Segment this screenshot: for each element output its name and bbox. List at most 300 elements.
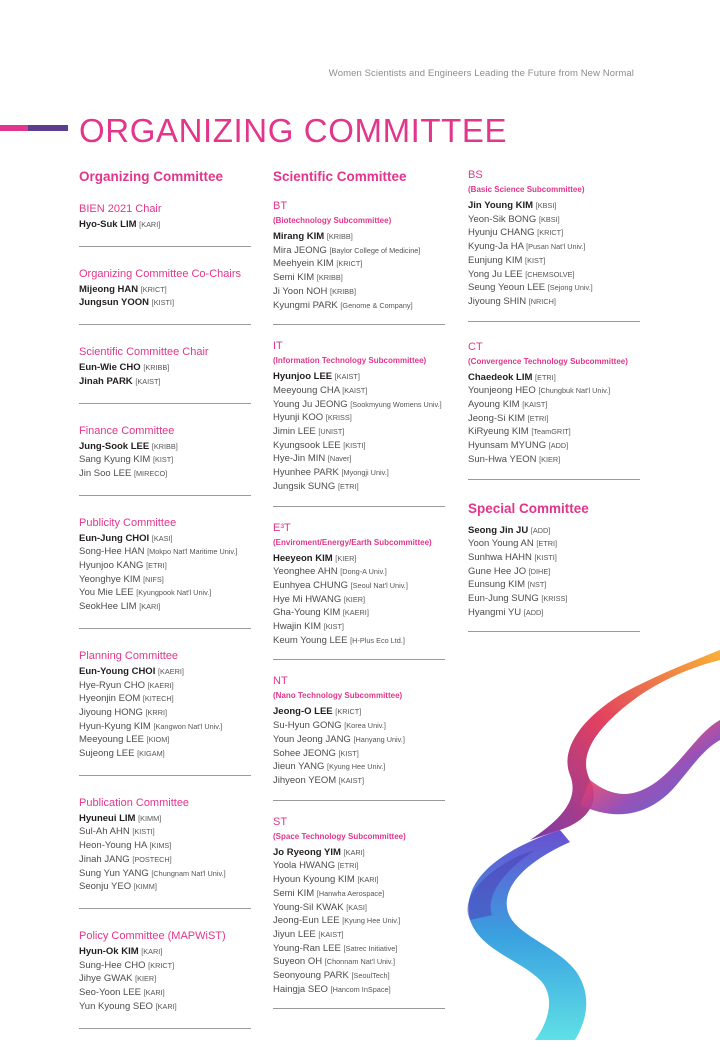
member-affiliation: [KIST] [338,748,359,758]
member-affiliation: [ADD] [530,525,551,535]
member-affiliation: [Seoul Nat'l Univ.] [350,580,408,590]
member-row [273,244,445,258]
member-name: Hyuneui LIM [79,812,136,824]
member-name: Yeonghye KIM [79,573,141,585]
member-name: Song-Hee HAN [79,546,145,558]
section-title: Publicity Committee [79,516,177,529]
member-name: Jeong-Eun LEE [273,915,340,927]
member-name: Semi KIM [273,887,315,899]
committee-section [273,521,445,661]
member-name: Hyoun Kyoung KIM [273,874,355,886]
member-name: Hyangmi YU [468,606,522,618]
member-row [273,719,445,733]
member-affiliation: [Kyung Hee Univ.] [327,762,386,772]
member-name: Young-Ran LEE [273,942,341,954]
member-row [273,634,445,648]
member-affiliation: [KRICT] [140,284,167,294]
member-name: Seung Yeoun LEE [468,282,546,294]
section-title: BS [468,169,483,181]
member-name: Jieun YANG [273,761,325,773]
member-affiliation: [KIST] [323,622,344,632]
member-affiliation: [KRIBB] [326,232,353,241]
member-affiliation: [TeamGRIT] [531,427,571,437]
member-name: Sunhwa HAHN [468,551,532,563]
member-name: Hyunji KOO [273,412,324,424]
header-tagline: Women Scientists and Engineers Leading the Future from New Normal [328,68,634,79]
member-row [79,1000,251,1014]
member-row [79,706,251,720]
member-row [468,398,640,412]
member-affiliation: [Hanyang Univ.] [353,734,405,744]
member-row [79,586,251,600]
member-row [79,679,251,693]
member-row [273,606,445,620]
committee-section [468,168,640,322]
section-subtitle: (Information Technology Subcommittee) [273,356,427,366]
member-name: Hyun-Kyung KIM [79,720,151,732]
member-row [273,760,445,774]
member-affiliation: [KRISS] [541,594,568,604]
member-row-chair [468,199,640,213]
member-name: Hye-Ryun CHO [79,679,145,691]
member-affiliation: [Sejong Univ.] [547,283,593,293]
member-row [273,942,445,956]
member-row [273,955,445,969]
member-affiliation: [CHEMSOLVE] [525,269,575,279]
section-title: Policy Committee (MAPWiST) [79,929,226,942]
committee-section [273,199,445,325]
member-affiliation: [ETRI] [337,481,359,491]
member-row-chair [79,665,251,679]
member-row-chair [79,296,251,310]
member-affiliation: [KRISS] [325,413,352,423]
member-affiliation: [KIMS] [149,841,172,851]
special-committee-section [468,500,640,633]
member-affiliation: [KIST] [152,455,174,465]
member-name: Eun-Young CHOI [79,665,156,677]
member-affiliation: [KRICT] [335,707,362,717]
member-row-chair [468,371,640,385]
member-row [273,887,445,901]
member-affiliation: [Sookmyung Womens Univ.] [350,399,442,409]
member-row [468,565,640,579]
member-name: Hyunhee PARK [273,467,339,479]
committee-section [79,796,251,909]
member-row-chair [79,375,251,389]
member-name: Yun Kyoung SEO [79,1000,153,1012]
member-name: Ayoung KIM [468,399,520,411]
member-affiliation: [KBSI] [538,214,560,224]
member-row [468,213,640,227]
member-affiliation: [KRRI] [145,707,168,717]
member-row-chair [79,440,251,454]
member-affiliation: [KIOM] [146,735,170,745]
member-name: Sujeong LEE [79,748,135,760]
member-affiliation: [KAIST] [135,376,161,386]
member-affiliation: [ETRI] [535,372,556,382]
member-row [273,901,445,915]
organizing-committee-column [79,168,251,1049]
member-row [273,398,445,412]
member-affiliation: [Hancom InSpace] [330,984,391,994]
committee-section [273,339,445,506]
member-affiliation: [NIFS] [143,574,164,584]
member-row [79,720,251,734]
member-row [273,983,445,997]
member-name: Hye Mi HWANG [273,593,342,605]
member-row [468,295,640,309]
member-name: Younjeong HEO [468,385,536,397]
member-name: Mijeong HAN [79,283,139,295]
member-row [273,452,445,466]
member-name: KiRyeung KIM [468,426,529,438]
member-name: Eun-Jung CHOI [79,532,150,544]
section-subtitle: (Space Technology Subcommittee) [273,831,406,841]
member-row-chair [468,524,640,538]
member-name: Jungsik SUNG [273,480,336,492]
committee-section [79,516,251,629]
section-title: IT [273,340,283,353]
member-affiliation: [KIGAM] [137,749,165,759]
member-affiliation: [KARI] [357,875,379,885]
member-row-chair [273,552,445,566]
member-row [273,257,445,271]
member-name: Hwajin KIM [273,621,322,633]
member-name: Chaedeok LIM [468,371,533,383]
member-row [273,299,445,313]
member-row [273,480,445,494]
member-affiliation: [KARI] [143,988,165,998]
member-row [468,240,640,254]
member-name: Jiyoung HONG [79,706,143,718]
column-heading: Scientific Committee [273,169,407,184]
member-name: Hyeonjin EOM [79,693,141,705]
member-name: Sohee JEONG [273,747,336,759]
section-subtitle: (Biotechnology Subcommittee) [273,216,392,225]
member-affiliation: [KIER] [539,454,561,464]
member-row [468,425,640,439]
member-affiliation: [KRICT] [537,228,564,238]
member-affiliation: [KRIBB] [316,273,343,283]
member-row [79,747,251,761]
member-affiliation: [KASI] [151,533,173,543]
member-row [273,873,445,887]
member-affiliation: [KRIBB] [151,441,178,451]
member-row [468,551,640,565]
member-name: Seo-Yoon LEE [79,987,141,999]
section-subtitle: (Enviroment/Energy/Earth Subcommittee) [273,537,432,547]
member-name: SeokHee LIM [79,601,137,613]
member-row [273,774,445,788]
member-row-chair [273,705,445,719]
member-name: Jeong-O LEE [273,706,333,718]
member-affiliation: [Baylor College of Medicine] [329,245,421,255]
committee-section [79,649,251,776]
member-affiliation: [Chungnam Nat'l Univ.] [151,868,226,878]
member-row [79,880,251,894]
scientific-committee-column-continued [468,168,640,646]
member-row [273,859,445,873]
section-subtitle: (Basic Science Subcommittee) [468,185,585,194]
member-row [468,439,640,453]
member-name: Yoola HWANG [273,860,336,872]
member-name: Jeong-Si KIM [468,412,526,424]
member-affiliation: [Korea Univ.] [344,721,386,731]
committee-section [468,340,640,480]
member-row-chair [273,370,445,384]
member-row [273,285,445,299]
member-name: Jo Ryeong YIM [273,846,341,858]
member-row [273,384,445,398]
accent-bar-purple [28,125,68,131]
member-row-chair [79,361,251,375]
section-title: CT [468,340,483,353]
member-affiliation: [POSTECH] [132,854,172,864]
member-row [273,579,445,593]
member-row [79,559,251,573]
section-title: ST [273,815,288,828]
member-name: Jinah PARK [79,375,133,387]
member-affiliation: [KISTI] [534,552,557,562]
special-committee-heading: Special Committee [468,500,589,516]
member-affiliation: [Pusan Nat'l Univ.] [526,242,586,252]
member-name: Seonyoung PARK [273,970,349,982]
member-row [79,867,251,881]
member-row-chair [79,532,251,546]
member-affiliation: [KIER] [335,553,357,563]
member-name: Young Ju JEONG [273,398,348,410]
member-affiliation: [MIRECO] [133,468,168,478]
member-name: Jin Young KIM [468,200,534,211]
member-row [79,853,251,867]
member-affiliation: [KARI] [141,946,163,956]
member-name: Gune Hee JO [468,565,527,577]
member-name: Mira JEONG [273,244,327,256]
member-affiliation: [KITECH] [142,694,174,704]
member-name: Hyunju CHANG [468,227,535,239]
member-affiliation: [KAIST] [318,929,344,939]
member-affiliation: [H-Plus Eco Ltd.] [350,635,405,645]
member-name: Hyunsam MYUNG [468,440,547,452]
member-row [273,747,445,761]
member-name: Hyun-Ok KIM [79,945,139,957]
member-row [273,439,445,453]
member-row [79,839,251,853]
member-affiliation: [Chungbuk Nat'l Univ.] [538,386,611,396]
member-name: Sang Kyung KIM [79,454,151,466]
member-row [273,593,445,607]
member-row [273,928,445,942]
member-name: Hye-Jin MIN [273,453,326,465]
member-row [79,692,251,706]
member-name: You Mie LEE [79,587,134,599]
member-affiliation: [ADD] [548,441,569,451]
member-row [468,384,640,398]
section-title: Finance Committee [79,424,175,437]
member-row [468,281,640,295]
member-affiliation: [KAIST] [342,385,368,395]
member-affiliation: [ETRI] [527,413,549,423]
member-row [468,592,640,606]
member-name: Jiyoung SHIN [468,295,527,307]
section-title: Organizing Committee Co-Chairs [79,267,241,280]
committee-section [79,202,251,247]
committee-section [273,815,445,1010]
section-title: Scientific Committee Chair [79,346,209,359]
member-affiliation: [KISTI] [343,440,366,450]
section-title: E³T [273,521,291,534]
member-affiliation: [NST] [527,580,547,590]
member-name: Hyo-Suk LIM [79,219,137,230]
member-name: Meehyein KIM [273,258,334,270]
member-name: Jihyeon YEOM [273,774,337,786]
member-affiliation: [KIMM] [133,882,157,892]
member-name: Jimin LEE [273,426,316,438]
section-subtitle: (Nano Technology Subcommittee) [273,691,403,701]
member-row [468,268,640,282]
member-row [273,411,445,425]
column-heading: Organizing Committee [79,169,224,184]
member-affiliation: [KASI] [346,902,367,912]
member-row [468,537,640,551]
member-affiliation: [KRICT] [336,259,363,269]
section-title: Planning Committee [79,649,179,662]
member-name: Jungsun YOON [79,297,150,309]
member-row [79,972,251,986]
member-affiliation: [KBSI] [535,201,557,210]
member-name: Eun-Jung SUNG [468,593,539,605]
member-name: Jin Soo LEE [79,467,132,479]
member-affiliation: [KRIBB] [143,363,170,373]
member-affiliation: [DIHE] [528,566,551,576]
member-name: Gha-Young KIM [273,607,341,619]
member-affiliation: [KAIST] [522,400,548,410]
member-affiliation: [Genome & Company] [340,300,413,310]
member-name: Meeyoung LEE [79,734,144,746]
member-row-chair [273,230,445,244]
member-affiliation: [KARI] [139,220,161,229]
member-row [79,986,251,1000]
member-name: Sung-Hee CHO [79,959,146,971]
member-row [79,467,251,481]
member-affiliation: [KARI] [343,847,365,857]
section-subtitle: (Convergence Technology Subcommittee) [468,356,628,366]
member-name: Meeyoung CHA [273,384,340,396]
member-row [79,733,251,747]
member-affiliation: [KARI] [139,602,161,612]
member-name: Hyunjoo KANG [79,560,144,572]
member-name: Keum Young LEE [273,634,348,646]
member-name: Sung Yun YANG [79,867,149,879]
member-name: Yeonghee AHN [273,566,338,578]
member-row [273,733,445,747]
member-affiliation: [KIER] [343,594,365,604]
member-name: Seong Jin JU [468,524,529,536]
member-row [79,545,251,559]
scientific-committee-column [273,168,445,1023]
member-row [468,578,640,592]
member-name: Kyungsook LEE [273,439,341,451]
member-name: Youn Jeong JANG [273,733,351,745]
section-title: BT [273,200,288,212]
member-row [273,466,445,480]
member-row [273,565,445,579]
member-row-chair [79,283,251,297]
member-row [468,254,640,268]
member-name: Yong Ju LEE [468,268,523,280]
committee-section [273,674,445,800]
member-affiliation: [Chonnam Nat'l Univ.] [324,957,395,967]
member-row [79,453,251,467]
member-row-chair [79,812,251,826]
member-row [79,959,251,973]
member-row [468,226,640,240]
section-title: NT [273,675,288,688]
member-name: Eunjung KIM [468,254,523,266]
member-name: Jihye GWAK [79,973,133,985]
member-name: Haingja SEO [273,983,328,995]
member-affiliation: [Myongji Univ.] [341,468,389,478]
committee-section [79,929,251,1029]
member-row-chair [79,945,251,959]
member-affiliation: [Mokpo Nat'l Maritime Univ.] [147,547,238,557]
member-affiliation: [KIMM] [138,813,162,823]
member-name: Eunsung KIM [468,579,526,591]
member-row [468,412,640,426]
member-affiliation: [Kangwon Nat'l Univ.] [153,721,223,731]
member-name: Semi KIM [273,272,315,284]
member-name: Jung-Sook LEE [79,440,150,452]
member-affiliation: [KAIST] [338,775,364,785]
member-row [468,453,640,467]
member-affiliation: [KISTI] [132,827,155,837]
member-affiliation: [KAERI] [147,680,174,690]
member-name: Eun-Wie CHO [79,362,141,374]
member-affiliation: [Dong-A Univ.] [340,567,387,577]
member-row [273,620,445,634]
member-affiliation: [ETRI] [146,561,167,571]
member-affiliation: [ETRI] [337,861,359,871]
member-affiliation: [KIER] [135,974,157,984]
member-name: Mirang KIM [273,231,325,242]
section-title: BIEN 2021 Chair [79,203,162,215]
member-name: Hyunjoo LEE [273,371,333,383]
member-row [79,825,251,839]
member-affiliation: [ETRI] [536,539,558,549]
member-affiliation: [Kyungpook Nat'l Univ.] [136,588,212,598]
member-name: Young-Sil KWAK [273,901,344,913]
member-affiliation: [KRIBB] [330,286,356,296]
member-affiliation: [KAERI] [157,666,184,676]
page-title: ORGANIZING COMMITTEE [79,112,508,149]
member-name: Jinah JANG [79,853,130,865]
member-name: Kyungmi PARK [273,299,338,311]
member-name: Heon-Young HA [79,840,147,852]
member-affiliation: [ADD] [523,607,544,617]
member-name: Sun-Hwa YEON [468,453,537,465]
member-name: Sul-Ah AHN [79,826,130,838]
section-title: Publication Committee [79,796,190,809]
committee-section [79,267,251,325]
member-name: Seonju YEO [79,881,132,893]
member-name: Yeon-Sik BONG [468,213,537,225]
member-affiliation: [KISTI] [151,298,174,308]
member-row [273,271,445,285]
member-name: Ji Yoon NOH [273,285,328,297]
member-affiliation: [KIST] [525,255,546,265]
member-row [468,606,640,620]
member-name: Su-Hyun GONG [273,720,342,732]
